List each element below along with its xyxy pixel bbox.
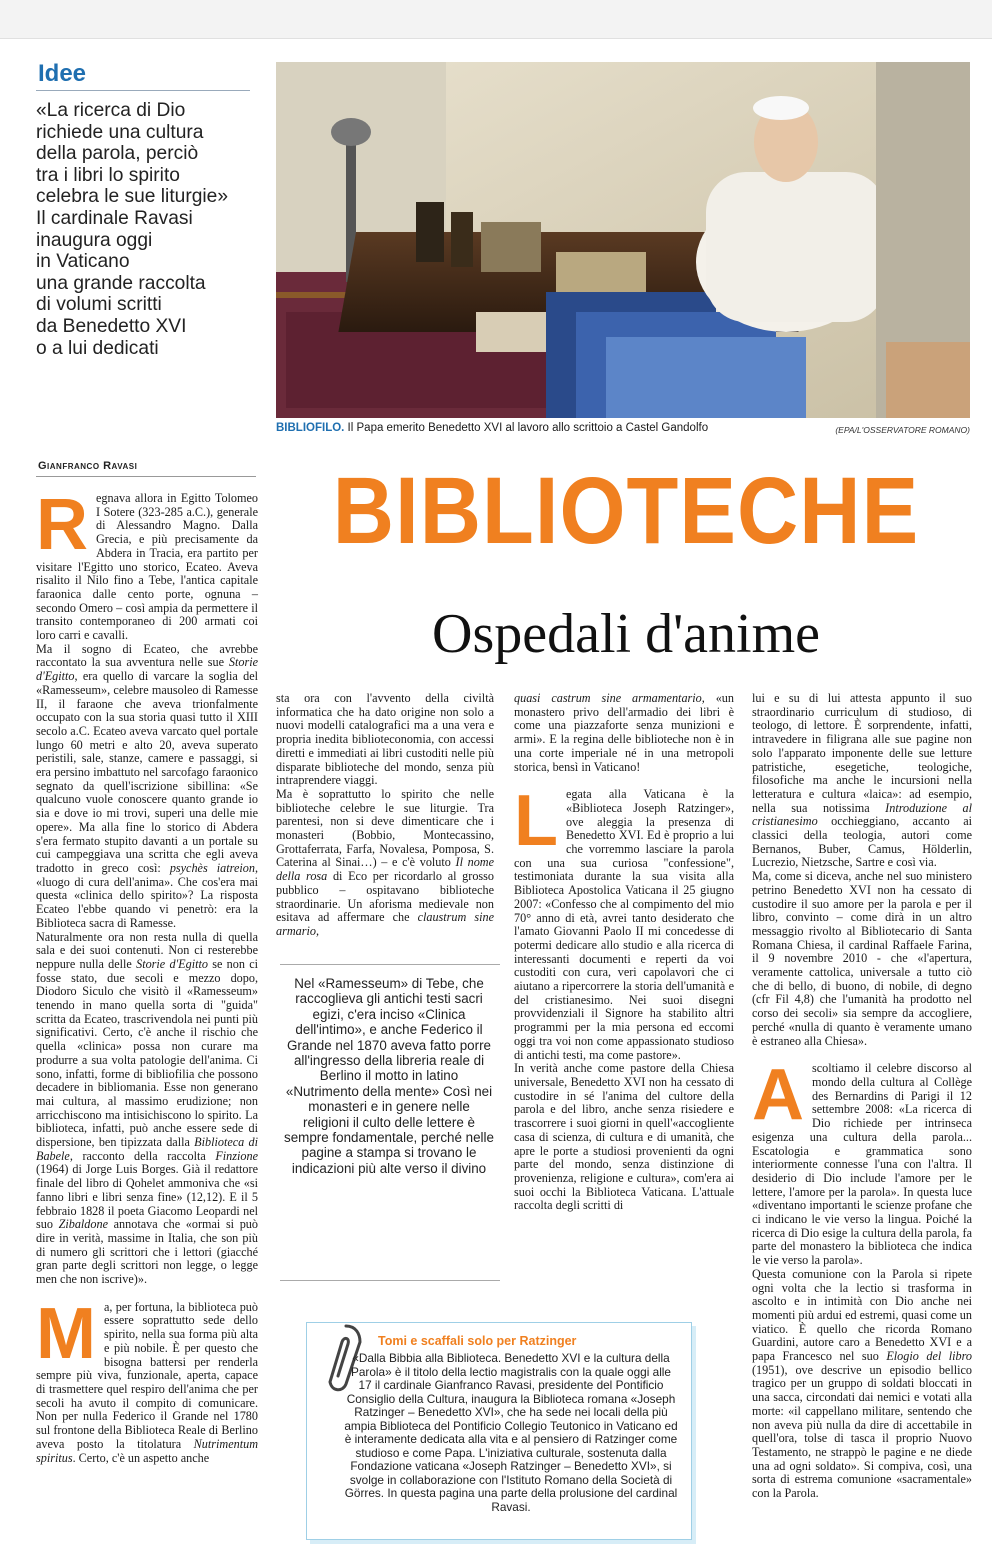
italic-title: Finzione [215,1148,258,1163]
deck-line: della parola, perciò [36,143,199,165]
paragraph-text: occhieggiano, accanto ai classici della teologia, autori come Bernanos, Buber, Camus, Hölderlin, Lucrezio, Nietzsche, Sartre e così via. [752,814,972,870]
paragraph-text: Ma è soprattutto lo spirito che nelle biblioteche celebre le sue liturgie. Tra parentesi, non si deve dimenticare che i monasteri (Bobbio, Montecassino, Grottaferrata, Farfa, Novalesa, Pomposa, S. Caterina al Sinai…) – e c'è voluto [276,786,494,870]
paragraph-text: (1964) di Jorge Luis Borges. Già il redattore finale del libro di Qohelet ammoniva che «si fanno libri e libri senza fine» (12,12). E il 5 febbraio 1828 il poeta Giacomo Leopardi nel suo [36,1162,258,1232]
sidebar-box-text: «Dalla Bibbia alla Biblioteca. Benedetto XVI e la cultura della Parola» è il titolo della lectio magistralis con la quale oggi alle 17 il cardinale Gianfranco Ravasi, presidente del Pontificio Consiglio della Cultura, inaugura la Biblioteca romana «Joseph Ratzinger – Benedetto XVI», che ha sede nei locali della più ampia Biblioteca del Pontificio Collegio Teutonico in Vaticano ed è interamente dedicata alla vita e al pensiero di Ratzinger come studioso e come Papa. L'iniziativa culturale, sostenuta dalla Fondazione vaticana «Joseph Ratzinger – Benedetto XVI», si svolge in collaborazione con l'Istituto Romano della Società di Görres. In questa pagina una parte della prolusione del cardinal Ravasi. [344,1351,678,1514]
paragraph-text: , «luogo di cura dell'anima». Che cos'era mai questa «clinica dello spirito»? La risposta Ecateo l'ebbe quando vi penetrò: era la Biblioteca sacra di Ramesse. [36,860,258,930]
italic-title: Storie d'Egitto [36,655,258,684]
paragraph-text: Questa comunione con la Parola si ripete ogni volta che la lectio si trasforma in ascolto e in intimità con Dio anche nei momenti più ardui ed estremi, quasi come un viatico. È quello che ricorda Romano Guardini, autore caro a Benedetto XVI e a papa Francesco nel suo [752,1266,972,1364]
article-column-4 [752,692,972,1501]
section-divider [36,90,250,91]
paragraph-text: a, per fortuna, la biblioteca può essere soprattutto sede dello spirito, nella sua forma più alta e più nobile. È per questo che bisogna battersi per renderla sempre più viva, funzionale, aperta, capace di trasmettere quel respiro dell'anima che per secoli ha avuto il compito di comunicare. Non per nulla Federico il Grande nel 1780 sul frontone della Biblioteca Reale di Berlino aveva posto la titolatura [36,1299,258,1451]
deck-line: richiede una cultura [36,121,204,143]
deck-line: da Benedetto XVI [36,315,187,337]
pull-quote-rule [280,964,500,965]
paragraph: In verità anche come pastore della Chiesa universale, Benedetto XVI non ha cessato di custodire in sé l'anima del cultore della parola e del libro, anche senza risiedere e trascorrere i suoi giorni in quell'«accogliente casa di scienza, di cultura e di umanità, che apre le porte a studiosi provenienti da ogni parte del mondo, senza distinzione di provenienza, religione e cultura», com'era ai suoi occhi la Biblioteca Vaticana. L'attuale raccolta degli scritti di [514,1061,734,1213]
headline: BIBLIOTECHE [332,457,920,563]
author-byline: Gianfranco Ravasi [38,460,138,472]
drop-cap: M [36,1293,96,1374]
paragraph-text: (1951), ove descrive un episodio bellico tragico per un gruppo di soldati bloccati in una sacca, circondati dai nemici e votati alla morte: «il cappellano militare, sentendo che non aveva più nulla da dire di accettabile in quell'ora, tolse di tasca il proprio Nuovo Testamento, ne strappò le pagine e ne diede una ad ogni soldato». Si compiva, così, una sorta di estrema comunione «sacramentale» con la Parola. [752,1362,972,1501]
section-label: Idee [38,60,87,87]
paragraph-text: lui e su di lui attesta appunto il suo straordinario curriculum di studioso, di teologo, di lettore. È sorprendente, infatti, intravedere in filigrana alle sue pagine non solo l'apparato imponente delle sue letture patristiche, esegetiche, teologiche, filosofiche ma anche le incursioni nella letteratura e cultura «laica»: ad esempio, nella sua notissima [752,691,972,815]
drop-cap: A [752,1055,804,1136]
article-column-3 [514,692,734,1213]
pull-quote: Nel «Ramesseum» di Tebe, che raccoglieva gli antichi testi sacri egizi, c'era inciso «Clinica dell'intimo», e anche Federico il Grande nel 1870 aveva fatto porre all'ingresso della libreria reale di Berlino il motto in latino «Nutrimento della mente» Così nei monasteri e in genere nelle religioni il culto delle lettere è sempre fondamentale, perché nelle pagine a stampa si trovano le indicazioni più alte verso il divino [284,976,494,1176]
italic-title: Il nome della rosa [276,855,494,884]
photo-illustration [276,62,970,418]
article-column-2 [276,692,494,939]
italic-title: Storie d'Egitto [136,956,208,971]
paragraph-text: Ma il sogno di Ecateo, che avrebbe raccontato la sua avventura nelle sue [36,641,258,670]
deck-line: o a lui dedicati [36,337,159,359]
caption-label: BIBLIOFILO. [276,422,345,434]
deck-line: di volumi scritti [36,294,162,316]
italic-title: Nutrimentum spiritus [36,1436,258,1465]
paragraph-text: . Certo, c'è un aspetto anche [72,1450,210,1465]
deck-line: celebra le sue liturgie» [36,186,228,208]
drop-cap: R [36,485,88,565]
italic-title: Elogio del libro [886,1349,973,1364]
paragraph [752,1268,972,1501]
italic-phrase: quasi castrum sine armamentario, [514,691,705,705]
paragraph-text: Naturalmente ora non resta nulla di quella sala e dei suoi contenuti. Non ci resterebbe neppure nulla delle [36,929,258,971]
paragraph [752,692,972,870]
photo-credit: (EPA/L'OSSERVATORE ROMANO) [835,425,970,435]
paragraph-text: annotava che «ormai si può dire in verità, massime in Italia, che son più di numero gli scrittori che i lettori (giacché gran parte degli scrittori non legge, o legge men che non iscrive)». [36,1217,258,1287]
top-bar [0,0,992,39]
main-photo [276,62,970,418]
paragraph [36,485,258,643]
sidebar-box-title: Tomi e scaffali solo per Ratzinger [378,1334,577,1348]
italic-title: Biblioteca di Babele [36,1135,258,1163]
paragraph [276,788,494,939]
deck-line: inaugura oggi [36,229,153,251]
deck-line: in Vaticano [36,251,130,273]
paragraph-text: egata alla Vaticana è la «Biblioteca Joseph Ratzinger», ove aleggia la presenza di Benedetto XVI. Ed è proprio a lui che vorremmo lasciare la parola con una sua curiosa "confessione", testimoniata durante la sua visita alla Biblioteca Apostolica Vaticana il 25 giugno 2007: «Confesso che al compimento del mio 70° anno di età, avrei tanto desiderato che l'amato Giovanni Paolo II mi concedesse di potermi dedicare allo studio e alla ricerca di interessanti documenti e reperti da voi custoditi con cura, veri capolavori che ci aiutano a ripercorrere la storia dell'umanità e del cristianesimo. Nei suoi disegni provvidenziali il Signore ha stabilito altri programmi per la mia persona ed eccomi oggi tra voi non come appassionato studioso di antichi testi, ma come pastore». [514,787,734,1062]
deck [36,100,262,359]
deck-line: Il cardinale Ravasi [36,207,193,229]
pull-quote-rule [280,1280,500,1281]
paragraph-text: se non ci fosse stato, due secoli e mezzo dopo, Diodoro Siculo che visitò il «Ramesseum» tenendo in mano quella sorta di "guida" scritta da Ecateo, trascrivendola nei punti più significativi. Certo, c'è anche il rischio che quella «clinica» possa non curare ma produrre a sua volta patologie dell'anima. Ci sono, infatti, forme di bibliofilia che possono decadere in bibliomania. Esse non generano mai cultura, al massimo erudizione; non arricchiscono ma intisichiscono lo spirito. La biblioteca, infatti, può anche essere sede di dispersione, ben tipizzata dalla [36,956,259,1150]
paragraph-text: egnava allora in Egitto Tolomeo I Sotere (323-285 a.C.), generale di Alessandro Magno. Dalla Grecia, e più precisamente da Abdera in Tracia, era partito per visitare l'Egitto uno storico, Ecateo. Aveva risalito il Nilo fino a Tebe, l'antica capitale faraonica dalle cento porte, ognuna – secondo Omero – così ampia da permettere il transito contemporaneo di 200 armati coi loro carri e cavalli. [36,491,258,643]
paragraph [36,931,258,1287]
paragraph-text: di Eco per ricordarlo al grosso pubblico – ospitavano biblioteche straordinarie. Un aforisma medievale non esitava ad affermare che [276,869,494,925]
deck-line: «La ricerca di Dio [36,100,186,121]
italic-title: Zibaldone [58,1217,108,1232]
subheadline: Ospedali d'anime [432,603,820,665]
paragraph-text: , era quello di varcare la soglia del «Ramesseum», celebre mausoleo di Ramesse II, il faraone che aveva trionfalmente occupato con la sua storia quasi tutto il XIII secolo a.C. Ecateo aveva varcato quel portale lungo 60 metri e alto 20, aveva superato peristili, sale, stanze, camere e passaggi, si era persino imbattuto nel sarcofago faraonico segnato da quell'iscrizione sibillina: «Se qualcuno vuole conoscere quanto grande io sia e dove io mi trovi, superi una delle mie opere». Ma alla fine lo storico di Abdera s'era fermato stupito davanti a un portale su cui campeggiava una scritta che egli aveva tradotto in greco così: [36,669,258,875]
drop-cap: L [514,781,558,862]
paragraph [36,643,258,931]
paragraph: Ma, come si diceva, anche nel suo ministero petrino Benedetto XVI non ha cessato di custodire il suo amore per la parola e per il libro, convinto – come dirà in un altro messaggio rivolto al Bibliotecario di Santa Romana Chiesa, il cardinal Raffaele Farina, il 9 novembre 2010 - che «l'apertura, veramente cattolica, universale a tutto ciò che di bello, di buono, di nobile, di degno (cfr Fil 4,8) che l'umanità ha prodotto nel corso dei secoli» sia sempre da accogliere, perché «nulla di quanto è veramente umano è estraneo alla Chiesa». [752,869,972,1048]
paragraph-text: , racconto della raccolta [69,1148,216,1163]
caption-text: Il Papa emerito Benedetto XVI al lavoro allo scrittoio a Castel Gandolfo [344,422,709,434]
deck-line: una grande raccolta [36,272,206,294]
italic-phrase: psychès iatreion [169,860,255,875]
italic-phrase: claustrum sine armario, [276,910,494,938]
paragraph-text: «un monastero privo dell'armadio dei libri è come una piazzaforte senza munizioni e armi». E la regina delle biblioteche non è in una corte imperiale né in una metropoli storica, bensì in Vaticano! [514,691,734,774]
italic-title: Introduzione al cristianesimo [752,800,972,829]
paragraph [514,692,734,774]
paragraph [36,1293,258,1465]
paragraph [514,781,734,1062]
paragraph [752,1055,972,1268]
byline-divider [36,476,256,477]
article-column-1 [36,485,259,1465]
paragraph-text: scoltiamo il celebre discorso al mondo della cultura al Collège des Bernardins di Parigi il 12 settembre 2008: «La ricerca di Dio richiede per intrinseca esigenza una cultura della parola... Escatologia e grammatica sono interiormente connesse l'una con l'altra. Il desiderio di Dio include l'amore per le lettere, l'amore per la parola». In questa luce «diventano importanti le scienze profane che ci indicano le vie verso la lingua. Poiché la ricerca di Dio esige la cultura della parola, fa parte del monastero la biblioteca che indica le vie verso la parola». [752,1061,972,1268]
deck-line: tra i libri lo spirito [36,164,180,186]
paragraph: sta ora con l'avvento della civiltà informatica che ha dato origine non solo a nuovi modelli catalografici ma a una vera e propria inedita biblioteconomia, con accessi diretti e immediati ai libri custoditi nelle più disparate biblioteche del mondo, senza più intraprendere viaggi. [276,691,494,788]
